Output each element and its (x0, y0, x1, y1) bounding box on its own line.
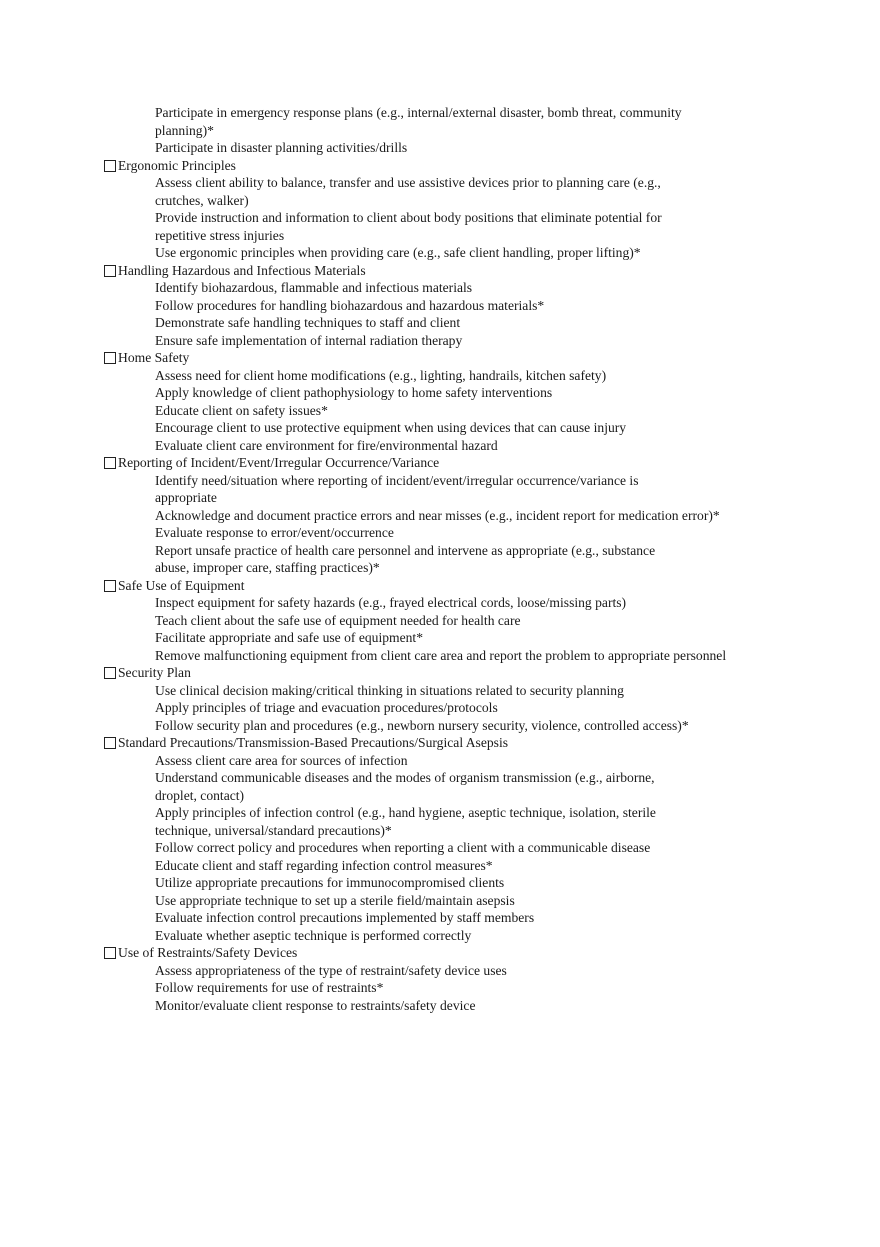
list-item (155, 612, 804, 630)
list-item-text: Educate client on safety issues* (155, 402, 328, 418)
list-item-text: Facilitate appropriate and safe use of equipment* (155, 630, 423, 645)
list-item (155, 769, 804, 804)
list-item-text: Follow correct policy and procedures when reporting a client with a communicable disease (155, 840, 651, 855)
list-item (155, 279, 804, 297)
list-item-text: Remove malfunctioning equipment from client care area and report the problem to appropriate personnel (155, 647, 727, 663)
list-item-text: Educate client and staff regarding infection control measures* (155, 857, 493, 873)
section-title: Use of Restraints/Safety Devices (118, 945, 298, 960)
list-item-text: Assess appropriateness of the type of restraint/safety device uses (155, 962, 507, 978)
list-item (155, 647, 804, 665)
list-item (155, 332, 804, 350)
list-item (155, 419, 804, 437)
checkbox-icon[interactable] (104, 580, 116, 592)
section-title: Safe Use of Equipment (118, 577, 245, 593)
list-item (155, 874, 804, 892)
section-heading (104, 664, 804, 682)
section-title: Home Safety (118, 350, 190, 365)
list-item-text: Understand communicable diseases and the modes of organism transmission (e.g., airborne, (155, 770, 655, 785)
list-item-text: Participate in disaster planning activities/drills (155, 140, 408, 155)
section-heading (104, 349, 804, 367)
list-item (155, 314, 804, 332)
list-item (155, 962, 804, 980)
list-item (155, 402, 804, 420)
list-item (155, 524, 804, 542)
list-item-text: Acknowledge and document practice errors and near misses (e.g., incident report for medication error)* (155, 507, 720, 523)
section-heading (104, 734, 804, 752)
list-item (155, 892, 804, 910)
list-item (155, 629, 804, 647)
list-item-text: Encourage client to use protective equipment when using devices that can cause injury (155, 420, 627, 435)
list-item-text: Follow requirements for use of restraints* (155, 980, 384, 995)
list-item-text: Inspect equipment for safety hazards (e.g., frayed electrical cords, loose/missing parts) (155, 595, 627, 610)
list-item (155, 174, 804, 209)
list-item (155, 507, 804, 525)
list-item-text: Monitor/evaluate client response to restraints/safety device (155, 997, 476, 1013)
checkbox-icon[interactable] (104, 737, 116, 749)
list-item-continuation: abuse, improper care, staffing practices)* (155, 560, 380, 575)
section-heading (104, 944, 804, 962)
list-item-text: Evaluate response to error/event/occurrence (155, 525, 394, 540)
list-item-text: Apply principles of triage and evacuation procedures/protocols (155, 700, 498, 715)
list-item (155, 104, 804, 139)
list-item-text: Demonstrate safe handling techniques to staff and client (155, 315, 461, 330)
list-item (155, 682, 804, 700)
list-item (155, 297, 804, 315)
list-item (155, 839, 804, 857)
list-item (155, 139, 804, 157)
section-heading (104, 454, 804, 472)
section-heading (104, 262, 804, 280)
list-item-text: Report unsafe practice of health care personnel and intervene as appropriate (e.g., substance (155, 542, 656, 558)
list-item-text: Ensure safe implementation of internal radiation therapy (155, 332, 463, 348)
section-title: Security Plan (118, 665, 191, 680)
list-item-text: Evaluate whether aseptic technique is performed correctly (155, 927, 472, 943)
section-title: Reporting of Incident/Event/Irregular Occurrence/Variance (118, 455, 440, 470)
list-item-text: Teach client about the safe use of equipment needed for health care (155, 612, 521, 628)
list-item (155, 909, 804, 927)
list-item-text: Identify need/situation where reporting of incident/event/irregular occurrence/variance is (155, 472, 639, 488)
list-item-text: Assess need for client home modifications (e.g., lighting, handrails, kitchen safety) (155, 367, 607, 383)
checkbox-icon[interactable] (104, 457, 116, 469)
list-item (155, 367, 804, 385)
list-item-text: Assess client care area for sources of infection (155, 752, 408, 768)
list-item-text: Participate in emergency response plans (e.g., internal/external disaster, bomb threat, community (155, 105, 682, 120)
list-item (155, 594, 804, 612)
list-item-text: Apply principles of infection control (e.g., hand hygiene, aseptic technique, isolation, sterile (155, 805, 656, 820)
list-item-continuation: droplet, contact) (155, 787, 245, 803)
list-item-text: Evaluate client care environment for fire/environmental hazard (155, 437, 498, 453)
section-heading (104, 157, 804, 175)
checkbox-icon[interactable] (104, 160, 116, 172)
list-item-text: Apply knowledge of client pathophysiology to home safety interventions (155, 385, 553, 400)
list-item (155, 244, 804, 262)
list-item (155, 209, 804, 244)
list-item-text: Identify biohazardous, flammable and infectious materials (155, 280, 473, 295)
checkbox-icon[interactable] (104, 667, 116, 679)
section-heading (104, 577, 804, 595)
list-item (155, 927, 804, 945)
list-item (155, 997, 804, 1015)
section-title: Ergonomic Principles (118, 157, 236, 173)
section-title: Handling Hazardous and Infectious Materials (118, 262, 366, 278)
checklist-content (104, 104, 804, 1014)
section-title: Standard Precautions/Transmission-Based Precautions/Surgical Asepsis (118, 735, 509, 750)
checkbox-icon[interactable] (104, 352, 116, 364)
list-item-text: Provide instruction and information to client about body positions that eliminate potential for (155, 210, 662, 225)
list-item-text: Use ergonomic principles when providing care (e.g., safe client handling, proper lifting)* (155, 245, 641, 260)
list-item (155, 699, 804, 717)
list-item (155, 979, 804, 997)
list-item-continuation: repetitive stress injuries (155, 227, 285, 243)
list-item-text: Use clinical decision making/critical thinking in situations related to security planning (155, 682, 624, 698)
list-item-continuation: crutches, walker) (155, 192, 249, 208)
list-item-continuation: appropriate (155, 490, 217, 505)
list-item (155, 717, 804, 735)
list-item (155, 437, 804, 455)
checkbox-icon[interactable] (104, 265, 116, 277)
list-item-text: Use appropriate technique to set up a sterile field/maintain asepsis (155, 892, 515, 908)
list-item (155, 752, 804, 770)
checkbox-icon[interactable] (104, 947, 116, 959)
list-item (155, 472, 804, 507)
list-item (155, 542, 804, 577)
list-item (155, 804, 804, 839)
list-item-text: Follow procedures for handling biohazardous and hazardous materials* (155, 297, 545, 313)
list-item-continuation: planning)* (155, 122, 214, 138)
list-item-text: Follow security plan and procedures (e.g., newborn nursery security, violence, controlled access)* (155, 717, 689, 733)
list-item-text: Utilize appropriate precautions for immunocompromised clients (155, 875, 505, 890)
list-item (155, 384, 804, 402)
list-item-text: Evaluate infection control precautions implemented by staff members (155, 910, 535, 925)
list-item-continuation: technique, universal/standard precautions)* (155, 822, 392, 838)
list-item-text: Assess client ability to balance, transfer and use assistive devices prior to planning care (e.g., (155, 175, 661, 190)
list-item (155, 857, 804, 875)
